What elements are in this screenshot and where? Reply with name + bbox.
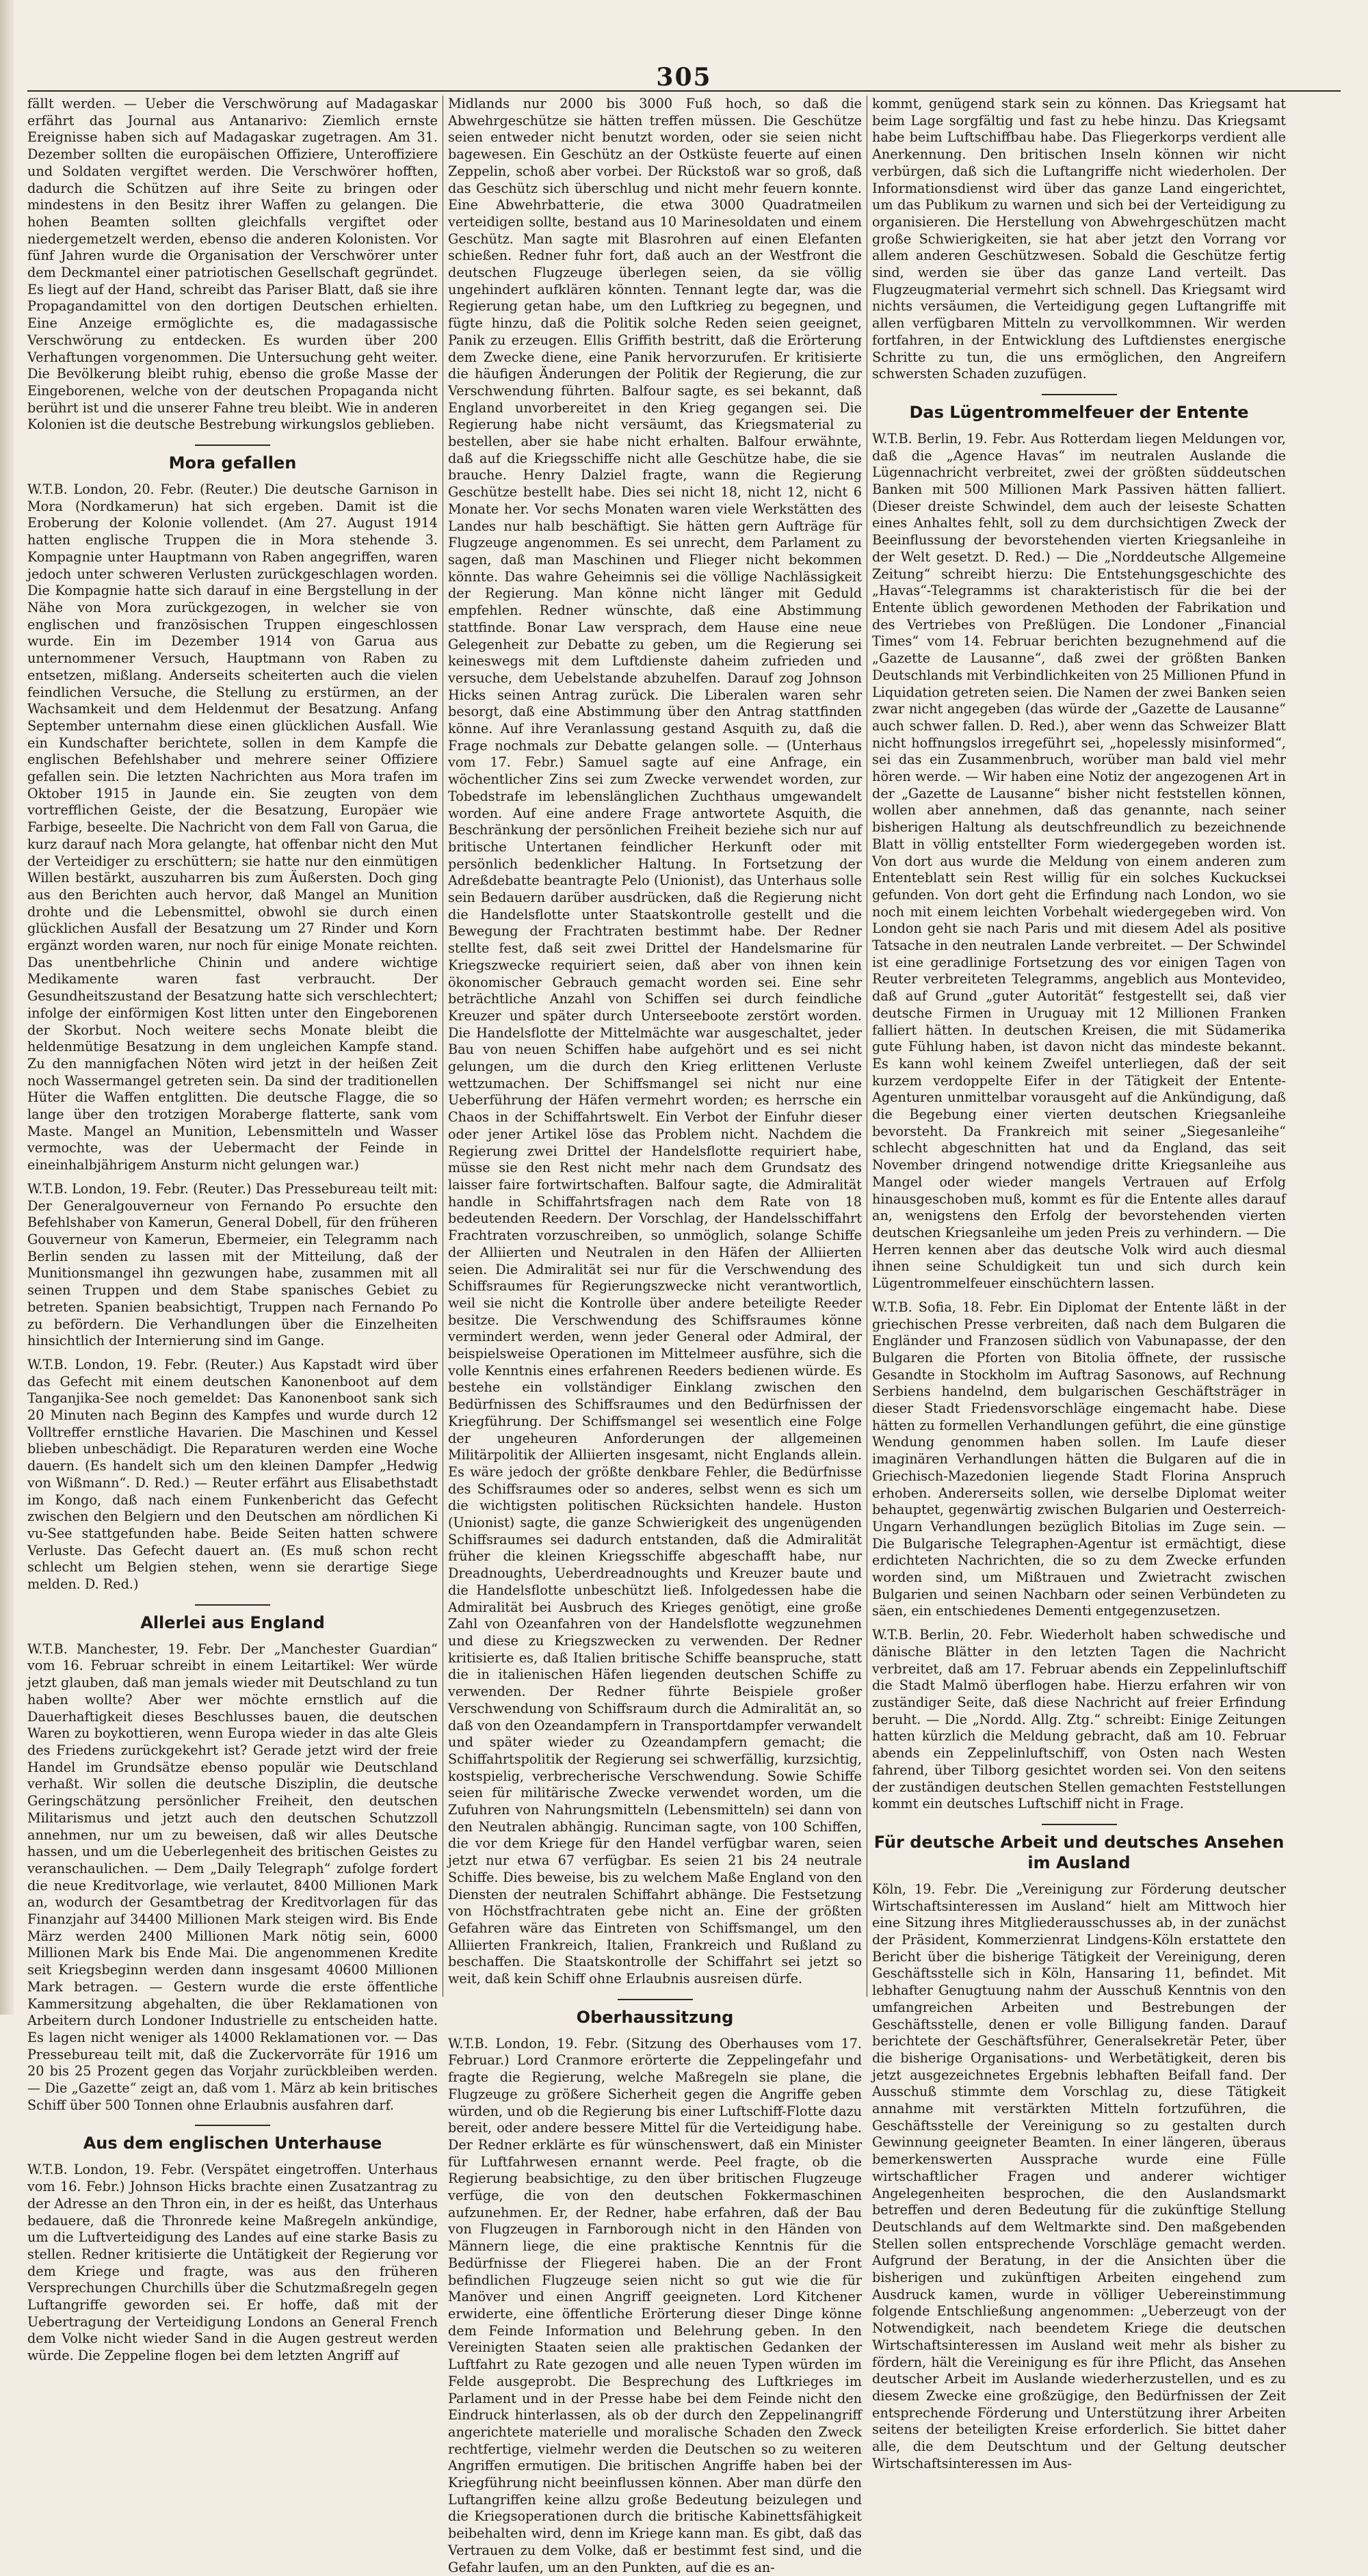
section-rule	[195, 1604, 270, 1606]
column-2	[448, 96, 862, 2575]
article-england: W.T.B. Manchester, 19. Febr. Der „Manchester Guardian“ vom 16. Februar schreibt in einem Leitartikel: Wer würde jetzt glauben, daß man jemals wieder mit Deutschland zu tun haben wollte? Aber wer möchte ernstlich auf die Dauerhaftigkeit dieses Beschlusses bauen, die deutschen Waren zu boykottieren, wenn Europa wieder in das alte Gleis des Friedens zurückgekehrt ist? Gerade jetzt wird der freie Handel im Grundsätze ebenso populär wie Deutschland verhaßt. Wir sollen die deutsche Disziplin, die deutsche Geringschätzung persönlicher Freiheit, den deutschen Militarismus und jetzt auch den deutschen Schutzzoll annehmen, nur um zu beweisen, daß wir alles Deutsche hassen, und um die Ueberlegenheit des britischen Geistes zu veranschaulichen. — Dem „Daily Telegraph“ zufolge fordert die neue Kreditvorlage, wie verlautet, 8400 Millionen Mark an, wodurch der Gesamtbetrag der Kreditvorlagen für das Finanzjahr auf 34400 Millionen Mark steigen wird. Bis Ende März werden 2400 Millionen Mark nötig sein, 6000 Millionen Mark bis Ende Mai. Die angenommenen Kredite seit Kriegsbeginn werden dann insgesamt 40600 Millionen Mark betragen. — Gestern wurde die erste öffentliche Kammersitzung abgehalten, die über Reklamationen von Arbeitern durch Londoner Industrielle zu entscheiden hatte. Es lagen nicht weniger als 14000 Reklamationen vor. — Das Pressebureau teilt mit, daß die Zuckervorräte für 1916 um 20 bis 25 Prozent gegen das Vorjahr zurückbleiben werden. — Die „Gazette“ zeigt an, daß vom 1. März ab kein britisches Schiff über 500 Tonnen ohne Erlaubnis ausfahren darf.	[27, 1641, 438, 2113]
binding-shadow	[0, 0, 14, 2015]
section-rule	[195, 2125, 270, 2126]
article-madagaskar: fällt werden. — Ueber die Verschwörung auf Madagaskar erfährt das Journal aus Antanarivo: Ziemlich ernste Ereignisse haben sich auf Madagaskar zugetragen. Am 31. Dezember sollten die europäischen Offiziere, Unteroffiziere und Soldaten vergiftet werden. Die Verschwörer hofften, dadurch die Schützen auf ihre Seite zu bringen oder mindestens in den Besitz ihrer Waffen zu gelangen. Die hohen Beamten sollten gleichfalls vergiftet oder niedergemetzelt werden, ebenso die anderen Kolonisten. Vor fünf Jahren wurde die Organisation der Verschwörer unter dem Deckmantel einer patriotischen Gesellschaft gegründet. Es liegt auf der Hand, schreibt das Pariser Blatt, daß sie ihre Propagandamittel von den dortigen Deutschen erhielten. Eine Anzeige ermöglichte es, die madagassische Verschwörung zu entdecken. Es wurden über 200 Verhaftungen vorgenommen. Die Untersuchung geht weiter. Die Bevölkerung bleibt ruhig, ebenso die große Masse der Eingeborenen, welche von der deutschen Propaganda nicht berührt ist und die unserer Fahne treu bleibt. Wie in anderen Kolonien ist die deutsche Bestrebung wirkungslos geblieben.	[27, 96, 438, 433]
heading-unterhaus: Aus dem englischen Unterhause	[83, 2134, 382, 2153]
heading-luegentrommelfeuer: Das Lügentrommelfeuer der Entente	[909, 402, 1249, 422]
heading-deutsche-arbeit: Für deutsche Arbeit und deutsches Ansehen im Ausland	[873, 1832, 1285, 1872]
article-unterhaus-continued: Midlands nur 2000 bis 3000 Fuß hoch, so daß die Abwehrgeschütze sie hätten treffen müssen. Die Geschütze seien entweder nicht benutzt worden, oder sie seien nicht bagewesen. Ein Geschütz an der Ostküste feuerte auf einen Zeppelin, schoß aber vorbei. Der Rückstoß war so groß, daß das Geschütz sich überschlug und nicht mehr feuern konnte. Eine Abwehrbatterie, die etwa 3000 Quadratmeilen verteidigen sollte, bestand aus 10 Marinesoldaten und einem Geschütz. Man sagte mit Blasrohren auf einen Elefanten schießen. Redner fuhr fort, daß auch an der Westfront die deutschen Flugzeuge überlegen seien, da sie völlig ungehindert aufklären könnten. Tennant legte dar, was die Regierung getan habe, um den Luftkrieg zu begegnen, und fügte hinzu, daß die Politik solche Reden seien geeignet, Panik zu erzeugen. Ellis Griffith bestritt, daß die Erörterung dem Zwecke diene, eine Panik hervorzurufen. Er kritisierte die häufigen Änderungen der Politik der Regierung, die zur Verschwendung führten. Balfour sagte, es sei bekannt, daß England unvorbereitet in den Krieg gegangen sei. Die Regierung habe nicht versäumt, das Kriegsmaterial zu bestellen, aber sie habe nicht erhalten. Balfour erwähnte, daß auf die Kriegsschiffe nicht alle Geschütze habe, die sie brauche. Henry Dalziel fragte, wann die Regierung Geschütze bestellt habe. Dies sei nicht 18, nicht 12, nicht 6 Monate her. Vor sechs Monaten waren viele Werkstätten des Landes nur halb beschäftigt. Sie hätten gern Aufträge für Flugzeuge angenommen. Es sei unrecht, dem Parlament zu sagen, daß man Maschinen und Flieger nicht bekommen könnte. Das wahre Geheimnis sei die völlige Nachlässigkeit der Regierung. Man könne nicht länger mit Geduld empfehlen. Redner wünschte, daß eine Abstimmung stattfinde. Bonar Law versprach, dem Hause eine neue Gelegenheit zur Debatte zu geben, um die Regierung sei keineswegs mit dem Luftdienste daheim zufrieden und versuche, dem Uebelstande abzuhelfen. Darauf zog Johnson Hicks seinen Antrag zurück. Die Liberalen waren sehr besorgt, daß eine Abstimmung über den Antrag stattfinden könne. Auf ihre Veranlassung gestand Asquith zu, daß die Frage nochmals zur Debatte gelangen solle. — (Unterhaus vom 17. Febr.) Samuel sagte auf eine Anfrage, ein wöchentlicher Zins sei zum Zwecke verwendet worden, zur Tobedstrafe im lebenslänglichen Zuchthaus umgewandelt worden. Auf eine andere Frage antwortete Asquith, die Beschränkung der persönlichen Freiheit beziehe sich nur auf britische Untertanen feindlicher Herkunft oder mit persönlich bedenklicher Haltung. In Fortsetzung der Adreßdebatte beantragte Pelo (Unionist), das Unterhaus solle sein Bedauern darüber ausdrücken, daß die Regierung nicht die Handelsflotte unter Staatskontrolle gestellt und die Bewegung der Frachtraten bestimmt habe. Der Redner stellte fest, daß seit zwei Drittel der Handelsmarine für Kriegszwecke requiriert seien, daß aber von ihnen kein ökonomischer Gebrauch gemacht worden sei. Eine sehr beträchtliche Anzahl von Schiffen sei durch feindliche Kreuzer und später durch Unterseeboote zerstört worden. Die Handelsflotte der Mittelmächte war ausgeschaltet, jeder Bau von neuen Schiffen habe aufgehört und es sei nicht gelungen, um die durch den Krieg erlittenen Verluste wettzumachen. Der Schiffsmangel sei nicht nur eine Ueberführung der Häfen vermehrt worden; es herrsche ein Chaos in der Schiffahrtswelt. Ein Verbot der Einfuhr dieser oder jener Artikel löse das Problem nicht. Nachdem die Regierung zwei Drittel der Handelsflotte requiriert habe, müsse sie den Rest nicht mehr nach dem Grundsatz des laisser faire fortwirtschaften. Balfour sagte, die Admiralität handle in Schiffahrtsfragen nach dem Rate von 18 bedeutenden Reedern. Der Vorschlag, der Handelsschiffahrt Frachtraten vorzuschreiben, so unmöglich, solange Schiffe der Alliierten und Neutralen in den Häfen der Alliierten seien. Die Admiralität sei nur für die Verschwendung des Schiffsraumes für Regierungszwecke nicht verantwortlich, weil sie nicht die Kontrolle über andere beteiligte Reeder besitze. Die Verschwendung des Schiffsraumes könne vermindert werden, wenn jeder General oder Admiral, der beispielsweise Operationen im Mittelmeer ausführe, sich die volle Kenntnis eines erfahrenen Reeders bedienen würde. Es bestehe ein vollständiger Einklang zwischen den Bedürfnissen des Schiffsraumes und den Bedürfnissen der Kriegführung. Der Schiffsmangel sei wesentlich eine Folge der ungeheuren Anforderungen der allgemeinen Militärpolitik der Alliierten insgesamt, nicht Englands allein. Es wäre jedoch der größte denkbare Fehler, die Bedürfnisse des Schiffsraumes oder so anderes, selbst wenn es sich um die wichtigsten politischen Rücksichten handele. Huston (Unionist) sagte, die ganze Schwierigkeit des ungenügenden Schiffsraumes sei dadurch entstanden, daß die Admiralität früher die kleinen Kriegsschiffe abgeschafft habe, nur Dreadnoughts, Ueberdreadnoughts und Kreuzer baute und die Handelsflotte unbeschützt ließ. Infolgedessen habe die Admiralität bei Ausbruch des Krieges genötigt, eine große Zahl von Ozeanfahren von der Handelsflotte wegzunehmen und diese zu Kriegszwecken zu verwenden. Der Redner kritisierte es, daß Italien britische Schiffe beanspruche, statt die in italienischen Häfen liegenden deutschen Schiffe zu verwenden. Der Redner führte Beispiele großer Verschwendung von Schiffsraum durch die Admiralität an, so daß von den Ozeandampfern in Transportdampfer verwandelt und später wieder zu Ozeandampfern gemacht; die Schiffahrtspolitik der Regierung sei schwerfällig, kurzsichtig, kostspielig, verbrecherische Verschwendung. Sowie Schiffe seien für militärische Zwecke verwendet worden, um die Zufuhren von Nahrungsmitteln (Lebensmitteln) sei dann von den Neutralen abhängig. Runciman sagte, von 100 Schiffen, die vor dem Kriege für den Handel verfügbar waren, seien jetzt nur etwa 67 verfügbar. Es seien 21 bis 24 neutrale Schiffe. Dies beweise, bis zu welchem Maße England von den Diensten der neutralen Schiffahrt abhänge. Die Festsetzung von Höchstfrachtraten gebe nicht an. Eine der größten Gefahren wäre das Eintreten von Schiffsmangel, um den Alliierten Frankreich, Italien, Frankreich und Rußland zu beschaffen. Die Staatskontrolle der Schiffahrt sei jetzt so weit, daß kein Schiff ohne Erlaubnis ausreisen dürfe.	[448, 96, 862, 1987]
article-fernando-po: W.T.B. London, 19. Febr. (Reuter.) Das Pressebureau teilt mit: Der Generalgouverneur von Fernando Po ersuchte den Befehlshaber von Kamerun, General Dobell, für den früheren Gouverneur von Kamerun, Ebermeier, ein Telegramm nach Berlin senden zu lassen mit der Mitteilung, daß der Munitionsmangel ihn gezwungen habe, zusammen mit all seinen Truppen und dem Stabe spanisches Gebiet zu betreten. Spanien beabsichtigt, Truppen nach Fernando Po zu befördern. Die Verhandlungen über die Einzelheiten hinsichtlich der Internierung sind im Gange.	[27, 1180, 438, 1349]
heading-england: Allerlei aus England	[140, 1612, 325, 1632]
article-tanganjika: W.T.B. London, 19. Febr. (Reuter.) Aus Kapstadt wird über das Gefecht mit einem deutschen Kanonenboot auf dem Tanganjika-See noch gemeldet: Das Kanonenboot sank sich 20 Minuten nach Beginn des Kampfes und wurde durch 12 Volltreffer ernstliche Havarien. Die Maschinen und Kessel blieben unbeschädigt. Die Reparaturen werden eine Woche dauern. (Es handelt sich um den kleinen Dampfer „Hedwig von Wißmann“. D. Red.) — Reuter erfährt aus Elisabethstadt im Kongo, daß nach einem Funkenbericht das Gefecht zwischen den Belgiern und den Deutschen am nördlichen Ki vu-See stattgefunden habe. Beide Seiten hatten schwere Verluste. Das Gefecht dauert an. (Es muß schon recht schlecht um Belgien stehen, wenn sie derartige Siege melden. D. Red.)	[27, 1356, 438, 1593]
article-luegentrommelfeuer: W.T.B. Berlin, 19. Febr. Aus Rotterdam liegen Meldungen vor, daß die „Agence Havas“ im neutralen Auslande die Lügennachricht verbreitet, zwei der größten süddeutschen Banken mit 500 Millionen Mark Passiven hätten falliert. (Dieser dreiste Schwindel, dem auch der leiseste Schatten eines Anhaltes fehlt, soll zu dem durchsichtigen Zweck der Beeinflussung der bevorstehenden vierten Kriegsanleihe in der Welt gesetzt. D. Red.) — Die „Norddeutsche Allgemeine Zeitung“ schreibt hierzu: Die Entstehungsgeschichte des „Havas“-Telegramms ist charakteristisch für die bei der Entente üblich gewordenen Methoden der Fabrikation und des Vertriebes von Preßlügen. Die Londoner „Financial Times“ vom 14. Februar berichten bezugnehmend auf die „Gazette de Lausanne“, daß zwei der größten Banken Deutschlands mit Verbindlichkeiten von 25 Millionen Pfund in Liquidation getreten seien. Die Namen der zwei Banken seien zwar nicht angegeben (das würde der „Gazette de Lausanne“ auch schwer fallen. D. Red.), aber wenn das Schweizer Blatt nicht hoffnungslos irregeführt sei, „hopelessly misinformed“, sei das ein Zusammenbruch, worüber man bald viel mehr hören werde. — Wir haben eine Notiz der angezogenen Art in der „Gazette de Lausanne“ bisher nicht feststellen können, wollen aber annehmen, daß das genannte, nach seiner bisherigen Haltung als deutschfreundlich zu bezeichnende Blatt in völlig entstellter Form wiedergegeben worden ist. Von dort aus wurde die Meldung von einem anderen zum Ententeblatt sein Rest willig für ein solches Kuckucksei gefunden. Von dort geht die Erfindung nach London, wo sie noch mit einem leichten Vorbehalt wiedergegeben wird. Von London geht sie nach Paris und mit diesem Adel als positive Tatsache in den neutralen Lande verbreitet. — Der Schwindel ist eine geradlinige Fortsetzung des vor einigen Tagen von Reuter verbreiteten Telegramms, angeblich aus Montevideo, daß auf Grund „guter Autorität“ festgestellt sei, daß vier deutsche Firmen in Uruguay mit 12 Millionen Franken falliert hätten. In deutschen Kreisen, die mit Südamerika gute Fühlung haben, ist davon nicht das mindeste bekannt. Es kann wohl keinem Zweifel unterliegen, daß der seit kurzem verdoppelte Eifer in der Tätigkeit der Entente-Agenturen unmittelbar vorausgeht auf die Ankündigung, daß die Begebung einer vierten deutschen Kriegsanleihe bevorsteht. Da Frankreich mit seiner „Siegesanleihe“ schlecht abgeschnitten hat und da England, das seit November dringend notwendige dritte Kriegsanleihe aus Mangel oder wieder mangels Vertrauen auf Erfolg hinausgeschoben muß, kommt es für die Entente alles darauf an, wenigstens den Erfolg der bevorstehenden vierten deutschen Kriegsanleihe um jeden Preis zu verhindern. — Die Herren kennen aber das deutsche Volk wird auch diesmal ihnen seine Schuldigkeit tun und sich durch kein Lügentrommelfeuer einschüchtern lassen.	[872, 430, 1286, 1292]
heading-mora: Mora gefallen	[168, 453, 297, 473]
section-rule	[1042, 1824, 1117, 1825]
article-unterhaus: W.T.B. London, 19. Febr. (Verspätet eingetroffen. Unterhaus vom 16. Febr.) Johnson Hicks brachte einen Zusatzantrag zu der Adresse an den Thron ein, in der es heißt, das Unterhaus bedauere, daß die Thronrede keine Maßregeln ankündige, um die Luftverteidigung des Landes auf eine starke Basis zu stellen. Redner kritisierte die Untätigkeit der Regierung vor dem Kriege und fragte, was aus den früheren Versprechungen Churchills über die Schutzmaßregeln gegen Luftangriffe geworden sei. Er hoffe, daß mit der Uebertragung der Verteidigung Londons an General French dem Volke nicht wieder Sand in die Augen gestreut werden würde. Die Zeppeline flogen bei dem letzten Angriff auf	[27, 2162, 438, 2364]
section-rule	[1042, 394, 1117, 395]
column-1	[27, 96, 438, 2364]
section-rule	[195, 444, 270, 446]
section-rule	[618, 1999, 693, 2000]
article-oberhaus: W.T.B. London, 19. Febr. (Sitzung des Oberhauses vom 17. Februar.) Lord Cranmore erörterte die Zeppelingefahr und fragte die Regierung, welche Maßregeln sie plane, die Flugzeuge zu größere Sicherheit gegen die Angriffe geben würden, und ob die Regierung bis einer Luftschiff-Flotte dazu bereit, oder andere bessere Mittel für die Verteidigung habe. Der Redner erklärte es für wünschenswert, daß ein Minister für Luftfahrwesen ernannt werde. Peel fragte, ob die Regierung beabsichtige, zu den über britischen Flugzeuge verfüge, die von den deutschen Fokkermaschinen aufzunehmen. Er, der Redner, habe erfahren, daß der Bau von Flugzeugen in Farnborough nicht in den Händen von Männern liege, die eine praktische Kenntnis für die Bedürfnisse der Fliegerei haben. Die an der Front befindlichen Flugzeuge seien nicht so gut wie die für Manöver und einen Angriff geeigneten. Lord Kitchener erwiderte, eine öffentliche Erörterung dieser Dinge könne dem Feinde Information und Belehrung geben. In den Vereinigten Staaten seien alle praktischen Gedanken der Luftfahrt zu Rate gezogen und alle neuen Typen würden im Felde ausgeprobt. Die Besprechung des Luftkrieges im Parlament und in der Presse habe bei dem Feinde nicht den Eindruck hinterlassen, als ob der durch den Zeppelinangriff angerichtete materielle und moralische Schaden den Zweck rechtfertige, vielmehr werden die Deutschen so zu weiteren Angriffen ermutigen. Die britischen Angriffe haben bei der Kriegführung nicht beeinflussen können. Aber man dürfe den Luftangriffen keine allzu große Bedeutung beizulegen und die Kriegsoperationen durch die britische Kabinettsfähigkeit beibehalten wird, denn im Kriege kann man. Es gibt, daß das Vertrauen zu dem Volke, daß er bestimmt fest sind, und die Gefahr laufen, um an den Punkten, auf die es an-	[448, 2035, 862, 2575]
article-zeppelin-malmoe: W.T.B. Berlin, 20. Febr. Wiederholt haben schwedische und dänische Blätter in den letzten Tagen die Nachricht verbreitet, daß am 17. Februar abends ein Zeppelinluftschiff die Stadt Malmö überflogen habe. Hierzu erfahren wir von zuständiger Seite, daß diese Nachricht auf freier Erfindung beruht. — Die „Nordd. Allg. Ztg.“ schreibt: Einige Zeitungen hatten kürzlich die Meldung gebracht, daß am 10. Februar abends ein Zeppelinluftschiff, von Osten nach Westen fahrend, über Tilborg gesichtet worden sei. Von den seitens der zuständigen deutschen Stellen gemachten Feststellungen kommt ein deutsches Luftschiff nicht in Frage.	[872, 1627, 1286, 1812]
heading-oberhaus: Oberhaussitzung	[576, 2007, 734, 2027]
article-mora: W.T.B. London, 20. Febr. (Reuter.) Die deutsche Garnison in Mora (Nordkamerun) hat sich ergeben. Damit ist die Eroberung der Kolonie vollendet. (Am 27. August 1914 hatten englische Truppen die in Mora stehende 3. Kompagnie unter Hauptmann von Raben angegriffen, waren jedoch unter schweren Verlusten zurückgeschlagen worden. Die Kompagnie hatte sich darauf in eine Bergstellung in der Nähe von Mora zurückgezogen, in welcher sie von englischen und französischen Truppen eingeschlossen wurde. Ein im Dezember 1914 von Garua aus unternommener Versuch, Hauptmann von Raben zu entsetzen, mißlang. Anderseits scheiterten auch die vielen feindlichen Versuche, die Stellung zu erstürmen, an der Wachsamkeit und dem Heldenmut der Besatzung. Anfang September unternahm diese einen glücklichen Ausfall. Wie ein Kundschafter berichtete, sollen in dem Kampfe die englischen Befehlshaber und mehrere seiner Offiziere gefallen sein. Die letzten Nachrichten aus Mora trafen im Oktober 1915 in Jaunde ein. Sie zeugten von dem vortrefflichen Geiste, der die Besatzung, Europäer wie Farbige, beseelte. Die Nachricht von dem Fall von Garua, die kurz darauf nach Mora gelangte, hat offenbar nicht den Mut der Verteidiger zu erschüttern; sie hatte nur den einmütigen Willen bestärkt, auszuharren bis zum Äußersten. Doch ging aus den Berichten auch hervor, daß Mangel an Munition drohte und die Lebensmittel, obwohl sie durch einen glücklichen Ausfall der Besatzung um 27 Rinder und Korn ergänzt worden waren, nur noch für einige Monate reichten. Das unentbehrliche Chinin und andere wichtige Medikamente waren fast verbraucht. Der Gesundheitszustand der Besatzung hatte sich verschlechtert; infolge der einförmigen Kost litten unter den Eingeborenen der Skorbut. Noch weitere sechs Monate bleibt die heldenmütige Besatzung in dem ungleichen Kampfe stand. Zu den mannigfachen Nöten wird jetzt in der heißen Zeit noch Wassermangel getreten sein. Da sind der traditionellen Hüter die Waffen entglitten. Die deutsche Flagge, die so lange über den trotzigen Moraberge flatterte, sank vom Maste. Mangel an Munition, Lebensmitteln und Wasser vermochte, was der Uebermacht der Feinde in eineinhalbjährigem Ansturm nicht gelungen war.)	[27, 481, 438, 1173]
article-oberhaus-continued: kommt, genügend stark sein zu können. Das Kriegsamt hat beim Lage sorgfältig und fast zu hebe hinzu. Das Kriegsamt habe beim Luftschiffbau habe. Das Fliegerkorps verdient alle Anerkennung. Den britischen Inseln können wir nicht verbürgen, daß sich die Luftangriffe nicht wiederholen. Der Informationsdienst wird über das ganze Land eingerichtet, um das Publikum zu warnen und sich bei der Verteidigung zu organisieren. Die Herstellung von Abwehrgeschützen macht große Schwierigkeiten, sie hat aber jetzt den Vorrang vor allem anderen Geschützwesen. Sobald die Geschütze fertig sind, werden sie über das ganze Land verteilt. Das Flugzeugmaterial vermehrt sich schnell. Das Kriegsamt wird nichts versäumen, die Verteidigung gegen Luftangriffe mit allen verfügbaren Mitteln zu vervollkommnen. Wir werden fortfahren, in der Entwicklung des Luftdienstes energische Schritte zu tun, die uns ermöglichen, den Angreifern schwersten Schaden zuzufügen.	[872, 96, 1286, 382]
page-number: 305	[656, 63, 712, 92]
column-3	[872, 96, 1286, 2471]
article-sofia: W.T.B. Sofia, 18. Febr. Ein Diplomat der Entente läßt in der griechischen Presse verbreiten, daß nach dem Bulgaren die Engländer und Franzosen südlich von Vabunapasse, der den Bulgaren die Pforten von Bitolia öffnete, der russische Gesandte in Stockholm im Auftrag Sasonows, auf Rechnung Serbiens handelnd, dem bulgarischen Geschäftsträger in dieser Stadt Friedensvorschläge eingemacht habe. Diese hätten zu formellen Verhandlungen geführt, die eine günstige Wendung genommen haben sollen. Im Laufe dieser imaginären Verhandlungen hätten die Bulgaren auf die in Griechisch-Mazedonien liegende Stadt Florina Anspruch erhoben. Andererseits sollen, wie derselbe Diplomat weiter behauptet, gegenwärtig zwischen Bulgarien und Oesterreich-Ungarn Verhandlungen bezüglich Bitolias im Zuge sein. — Die Bulgarische Telegraphen-Agentur ist ermächtigt, diese erdichteten Nachrichten, die so zu dem Zwecke erfunden worden sind, um Mißtrauen und Zwietracht zwischen Bulgarien und seinen Nachbarn oder seinen Verbündeten zu säen, ein entschiedenes Dementi entgegenzusetzen.	[872, 1299, 1286, 1619]
header-rule	[27, 90, 1341, 92]
article-deutsche-arbeit: Köln, 19. Febr. Die „Vereinigung zur Förderung deutscher Wirtschaftsinteressen im Ausland“ hielt am Mittwoch hier eine Sitzung ihres Mitgliederausschusses ab, in der zunächst der Präsident, Kommerzienrat Lindgens-Köln erstattete den Bericht über die bisherige Tätigkeit der Vereinigung, deren Geschäftsstelle sich in Köln, Hansaring 11, befindet. Mit lebhafter Genugtuung nahm der Ausschuß Kenntnis von den umfangreichen Arbeiten und Bestrebungen der Geschäftsstelle, denen er volle Billigung fanden. Darauf berichtete der Geschäftsführer, Generalsekretär Peter, über die bisherige Organisations- und Werbetätigkeit, deren bis jetzt ausgezeichnetes Ergebnis lebhaften Beifall fand. Der Ausschuß stimmte dem Vorschlag zu, diese Tätigkeit annahme mit verstärkten Mitteln fortzuführen, die Geschäftsstelle der Vereinigung so zu gestalten durch Gewinnung geeigneter Beamten. In einer längeren, überaus bemerkenswerten Aussprache wurde eine Fülle wirtschaftlicher Fragen und anderer wichtiger Angelegenheiten besprochen, die den Auslandsmarkt betreffen und deren Bedeutung für die zukünftige Stellung Deutschlands auf dem Weltmarkte sind. Den maßgebenden Stellen sollen entsprechende Vorschläge gemacht werden. Aufgrund der Beratung, in der die Ansichten über die bisherigen und zukünftigen Arbeiten eingehend zum Ausdruck kamen, wurde in völliger Uebereinstimmung folgende Entschließung angenommen: „Ueberzeugt von der Notwendigkeit, nach beendetem Kriege die deutschen Wirtschaftsinteressen im Ausland weit mehr als bisher zu fördern, hält die Vereinigung es für ihre Pflicht, das Ansehen deutscher Arbeit im Auslande wiederherzustellen, und es zu diesem Zwecke eine großzügige, den Bedürfnissen der Zeit entsprechende Förderung und Unterstützung ihrer Arbeiten seitens der beteiligten Kreise erforderlich. Sie bittet daher alle, die dem Deutschtum und der Geltung deutscher Wirtschaftsinteressen im Aus-	[872, 1881, 1286, 2471]
